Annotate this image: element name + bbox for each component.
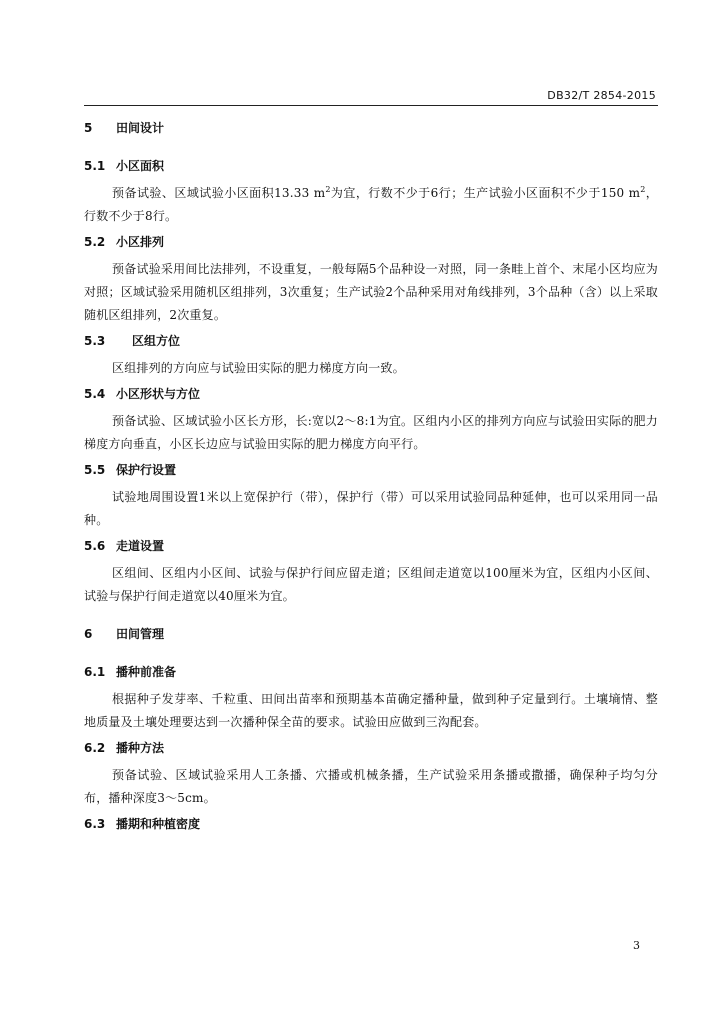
section-number: 5 (84, 121, 93, 135)
subsection-title: 小区面积 (116, 159, 165, 173)
subsection-heading (84, 385, 658, 403)
section-heading (84, 119, 658, 137)
paragraph (84, 182, 658, 228)
subsection-number: 5.1 (84, 159, 106, 173)
paragraph: 预备试验、区域试验小区长方形，长:宽以2～8:1为宜。区组内小区的排列方向应与试验田实际的肥力梯度方向垂直，小区长边应与试验田实际的肥力梯度方向平行。 (84, 414, 658, 451)
subsection-heading (84, 537, 658, 555)
subsection-title: 保护行设置 (116, 463, 177, 477)
text-run: 预备试验、区域试验小区面积13.33 m (112, 186, 326, 200)
section-number: 6 (84, 627, 93, 641)
subsection-heading (84, 739, 658, 757)
subsection-number: 6.2 (84, 741, 106, 755)
superscript: 2 (325, 185, 331, 194)
subsection-heading (84, 815, 658, 833)
subsection-number: 5.2 (84, 235, 106, 249)
subsection-number: 5.6 (84, 539, 106, 553)
paragraph: 区组排列的方向应与试验田实际的肥力梯度方向一致。 (112, 361, 405, 375)
paragraph: 预备试验采用间比法排列，不设重复，一般每隔5个品种设一对照，同一条畦上首个、末尾小区均应为对照；区域试验采用随机区组排列，3次重复；生产试验2个品种采用对角线排列，3个品种（含）以上采取随机区组排列，2次重复。 (84, 262, 658, 322)
subsection-number: 5.4 (84, 387, 106, 401)
subsection-number: 6.1 (84, 665, 106, 679)
section-title: 田间管理 (116, 627, 165, 641)
paragraph: 根据种子发芽率、千粒重、田间出苗率和预期基本苗确定播种量，做到种子定量到行。土壤墒情、整地质量及土壤处理要达到一次播种保全苗的要求。试验田应做到三沟配套。 (84, 692, 658, 729)
paragraph: 试验地周围设置1米以上宽保护行（带），保护行（带）可以采用试验同品种延伸，也可以采用同一品种。 (84, 490, 658, 527)
subsection-title: 区组方位 (132, 334, 181, 348)
subsection-title: 播期和种植密度 (116, 817, 201, 831)
subsection-title: 播种前准备 (116, 665, 177, 679)
subsection-title: 播种方法 (116, 741, 165, 755)
subsection-heading (84, 233, 658, 251)
paragraph: 预备试验、区域试验采用人工条播、穴播或机械条播，生产试验采用条播或撒播，确保种子均匀分布，播种深度3～5cm。 (84, 768, 658, 805)
page-number: 3 (633, 939, 640, 952)
subsection-heading (84, 461, 658, 479)
subsection-number: 5.3 (84, 334, 106, 348)
subsection-number: 5.5 (84, 463, 106, 477)
subsection-number: 6.3 (84, 817, 106, 831)
text-run: ，行数不少于8行。 (84, 186, 659, 223)
subsection-heading (84, 663, 658, 681)
header-rule (84, 105, 658, 106)
subsection-title: 小区排列 (116, 235, 165, 249)
page-content (84, 119, 658, 840)
paragraph: 区组间、区组内小区间、试验与保护行间应留走道；区组间走道宽以100厘米为宜，区组内小区间、试验与保护行间走道宽以40厘米为宜。 (84, 566, 658, 603)
subsection-title: 小区形状与方位 (116, 387, 201, 401)
section-title: 田间设计 (116, 121, 165, 135)
spacer (84, 613, 658, 625)
subsection-heading (84, 332, 658, 350)
subsection-title: 走道设置 (116, 539, 165, 553)
superscript: 2 (640, 185, 646, 194)
text-run: 为宜，行数不少于6行；生产试验小区面积不少于150 m (330, 186, 641, 200)
subsection-heading (84, 157, 658, 175)
section-heading (84, 625, 658, 643)
standard-code: DB32/T 2854-2015 (547, 89, 656, 102)
